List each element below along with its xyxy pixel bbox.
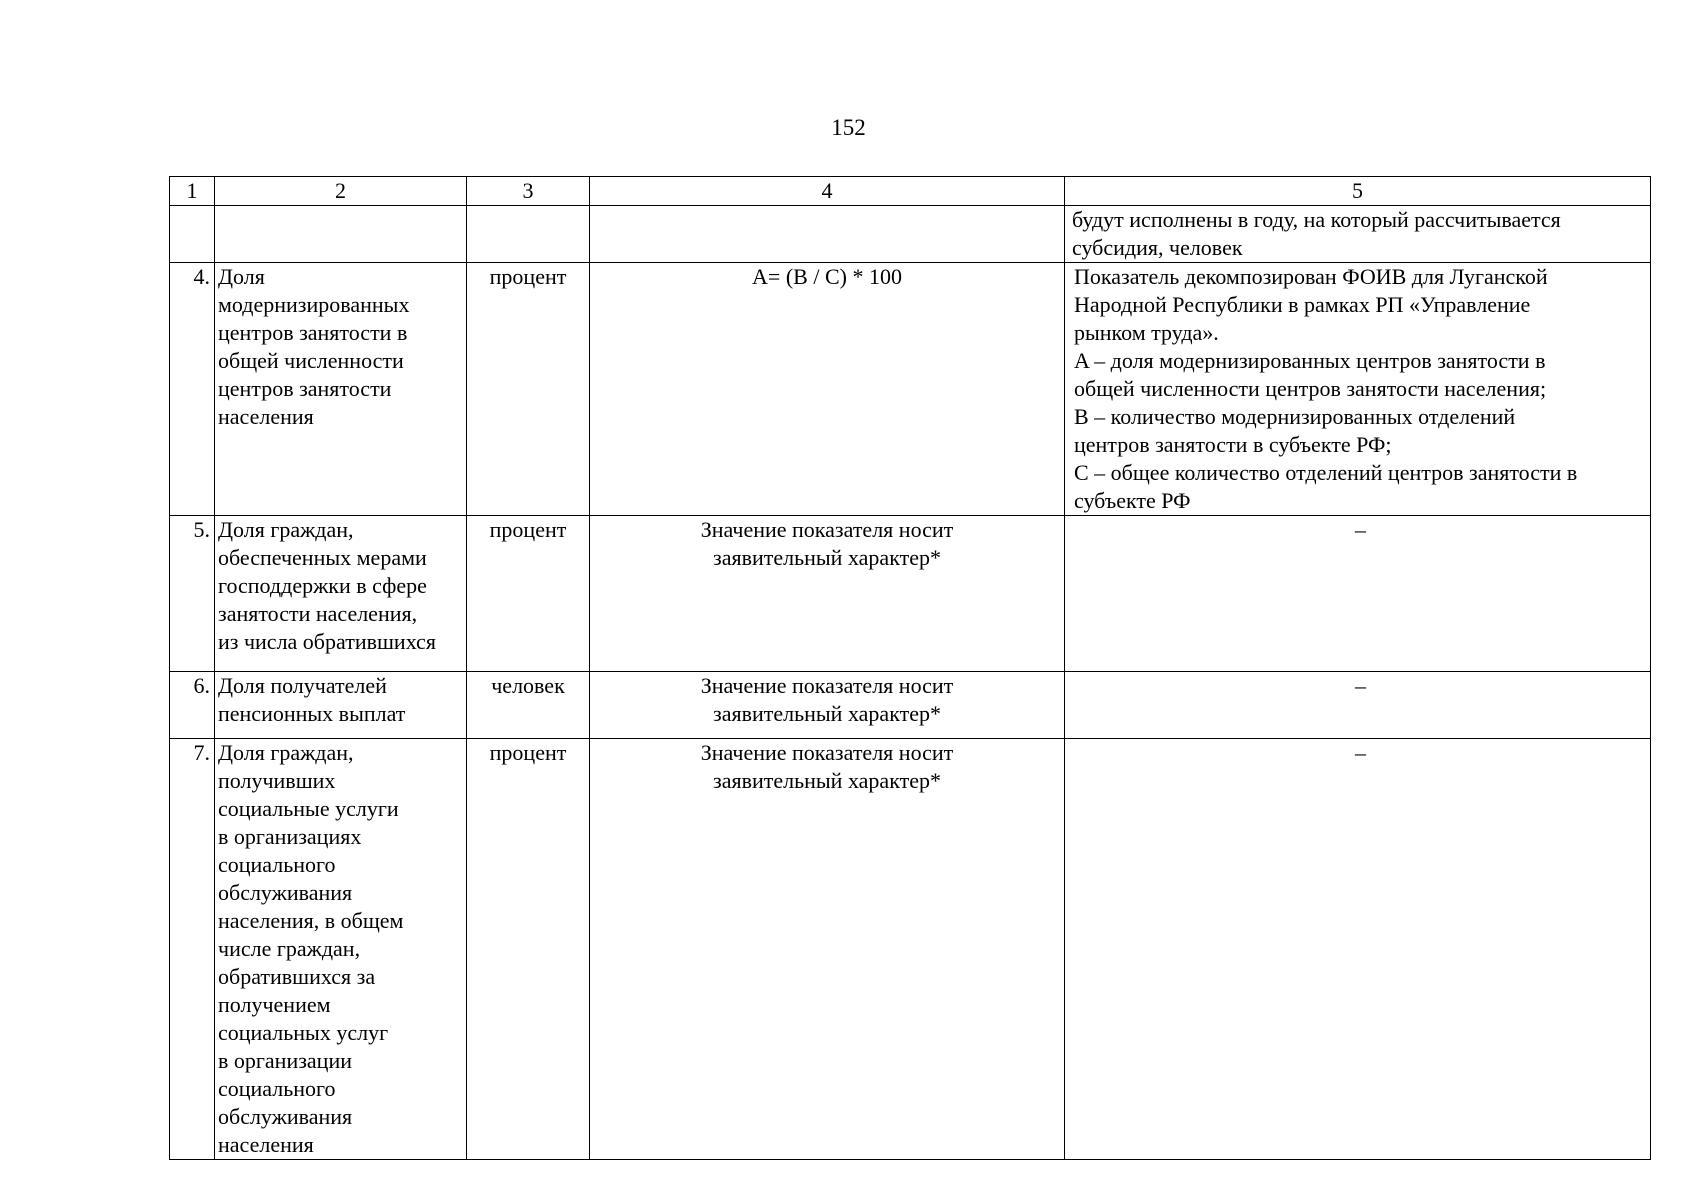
row-number: 7. (170, 739, 215, 1160)
indicator-name (215, 206, 467, 263)
table-row (170, 516, 1651, 672)
table-row (170, 263, 1651, 516)
unit: процент (467, 263, 590, 516)
formula (590, 206, 1065, 263)
unit: процент (467, 516, 590, 672)
table-row (170, 739, 1651, 1160)
note: – (1065, 516, 1651, 672)
row-number: 4. (170, 263, 215, 516)
formula: Значение показателя носит заявительный характер* (590, 739, 1065, 1160)
formula: A= (B / C) * 100 (590, 263, 1065, 516)
indicator-table (169, 176, 1651, 1160)
row-number: 5. (170, 516, 215, 672)
note: будут исполнены в году, на который рассчитывается субсидия, человек (1065, 206, 1651, 263)
unit: процент (467, 739, 590, 1160)
indicator-name: Доля граждан, обеспеченных мерами господдержки в сфере занятости населения, из числа обратившихся (215, 516, 467, 672)
column-header: 4 (590, 177, 1065, 206)
note: Показатель декомпозирован ФОИВ для Луганской Народной Республики в рамках РП «Управление рынком труда». A – доля модернизированных центров занятости в общей численности центров занятости населения; B – количество модернизированных отделений центров занятости в субъекте РФ; C – общее количество отделений центров занятости в субъекте РФ (1065, 263, 1651, 516)
note: – (1065, 739, 1651, 1160)
indicator-name: Доля граждан, получивших социальные услуги в организациях социального обслуживания населения, в общем числе граждан, обратившихся за получением социальных услуг в организации социального обслуживания населения (215, 739, 467, 1160)
table-header-row (170, 177, 1651, 206)
page-number: 152 (831, 115, 866, 140)
table-row (170, 672, 1651, 739)
table-row (170, 206, 1651, 263)
column-header: 1 (170, 177, 215, 206)
column-header: 5 (1065, 177, 1651, 206)
column-header: 3 (467, 177, 590, 206)
unit (467, 206, 590, 263)
note: – (1065, 672, 1651, 739)
column-header: 2 (215, 177, 467, 206)
unit: человек (467, 672, 590, 739)
row-number: 6. (170, 672, 215, 739)
indicator-name: Доля модернизированных центров занятости в общей численности центров занятости населения (215, 263, 467, 516)
formula: Значение показателя носит заявительный характер* (590, 516, 1065, 672)
formula: Значение показателя носит заявительный характер* (590, 672, 1065, 739)
indicator-name: Доля получателей пенсионных выплат (215, 672, 467, 739)
row-number (170, 206, 215, 263)
